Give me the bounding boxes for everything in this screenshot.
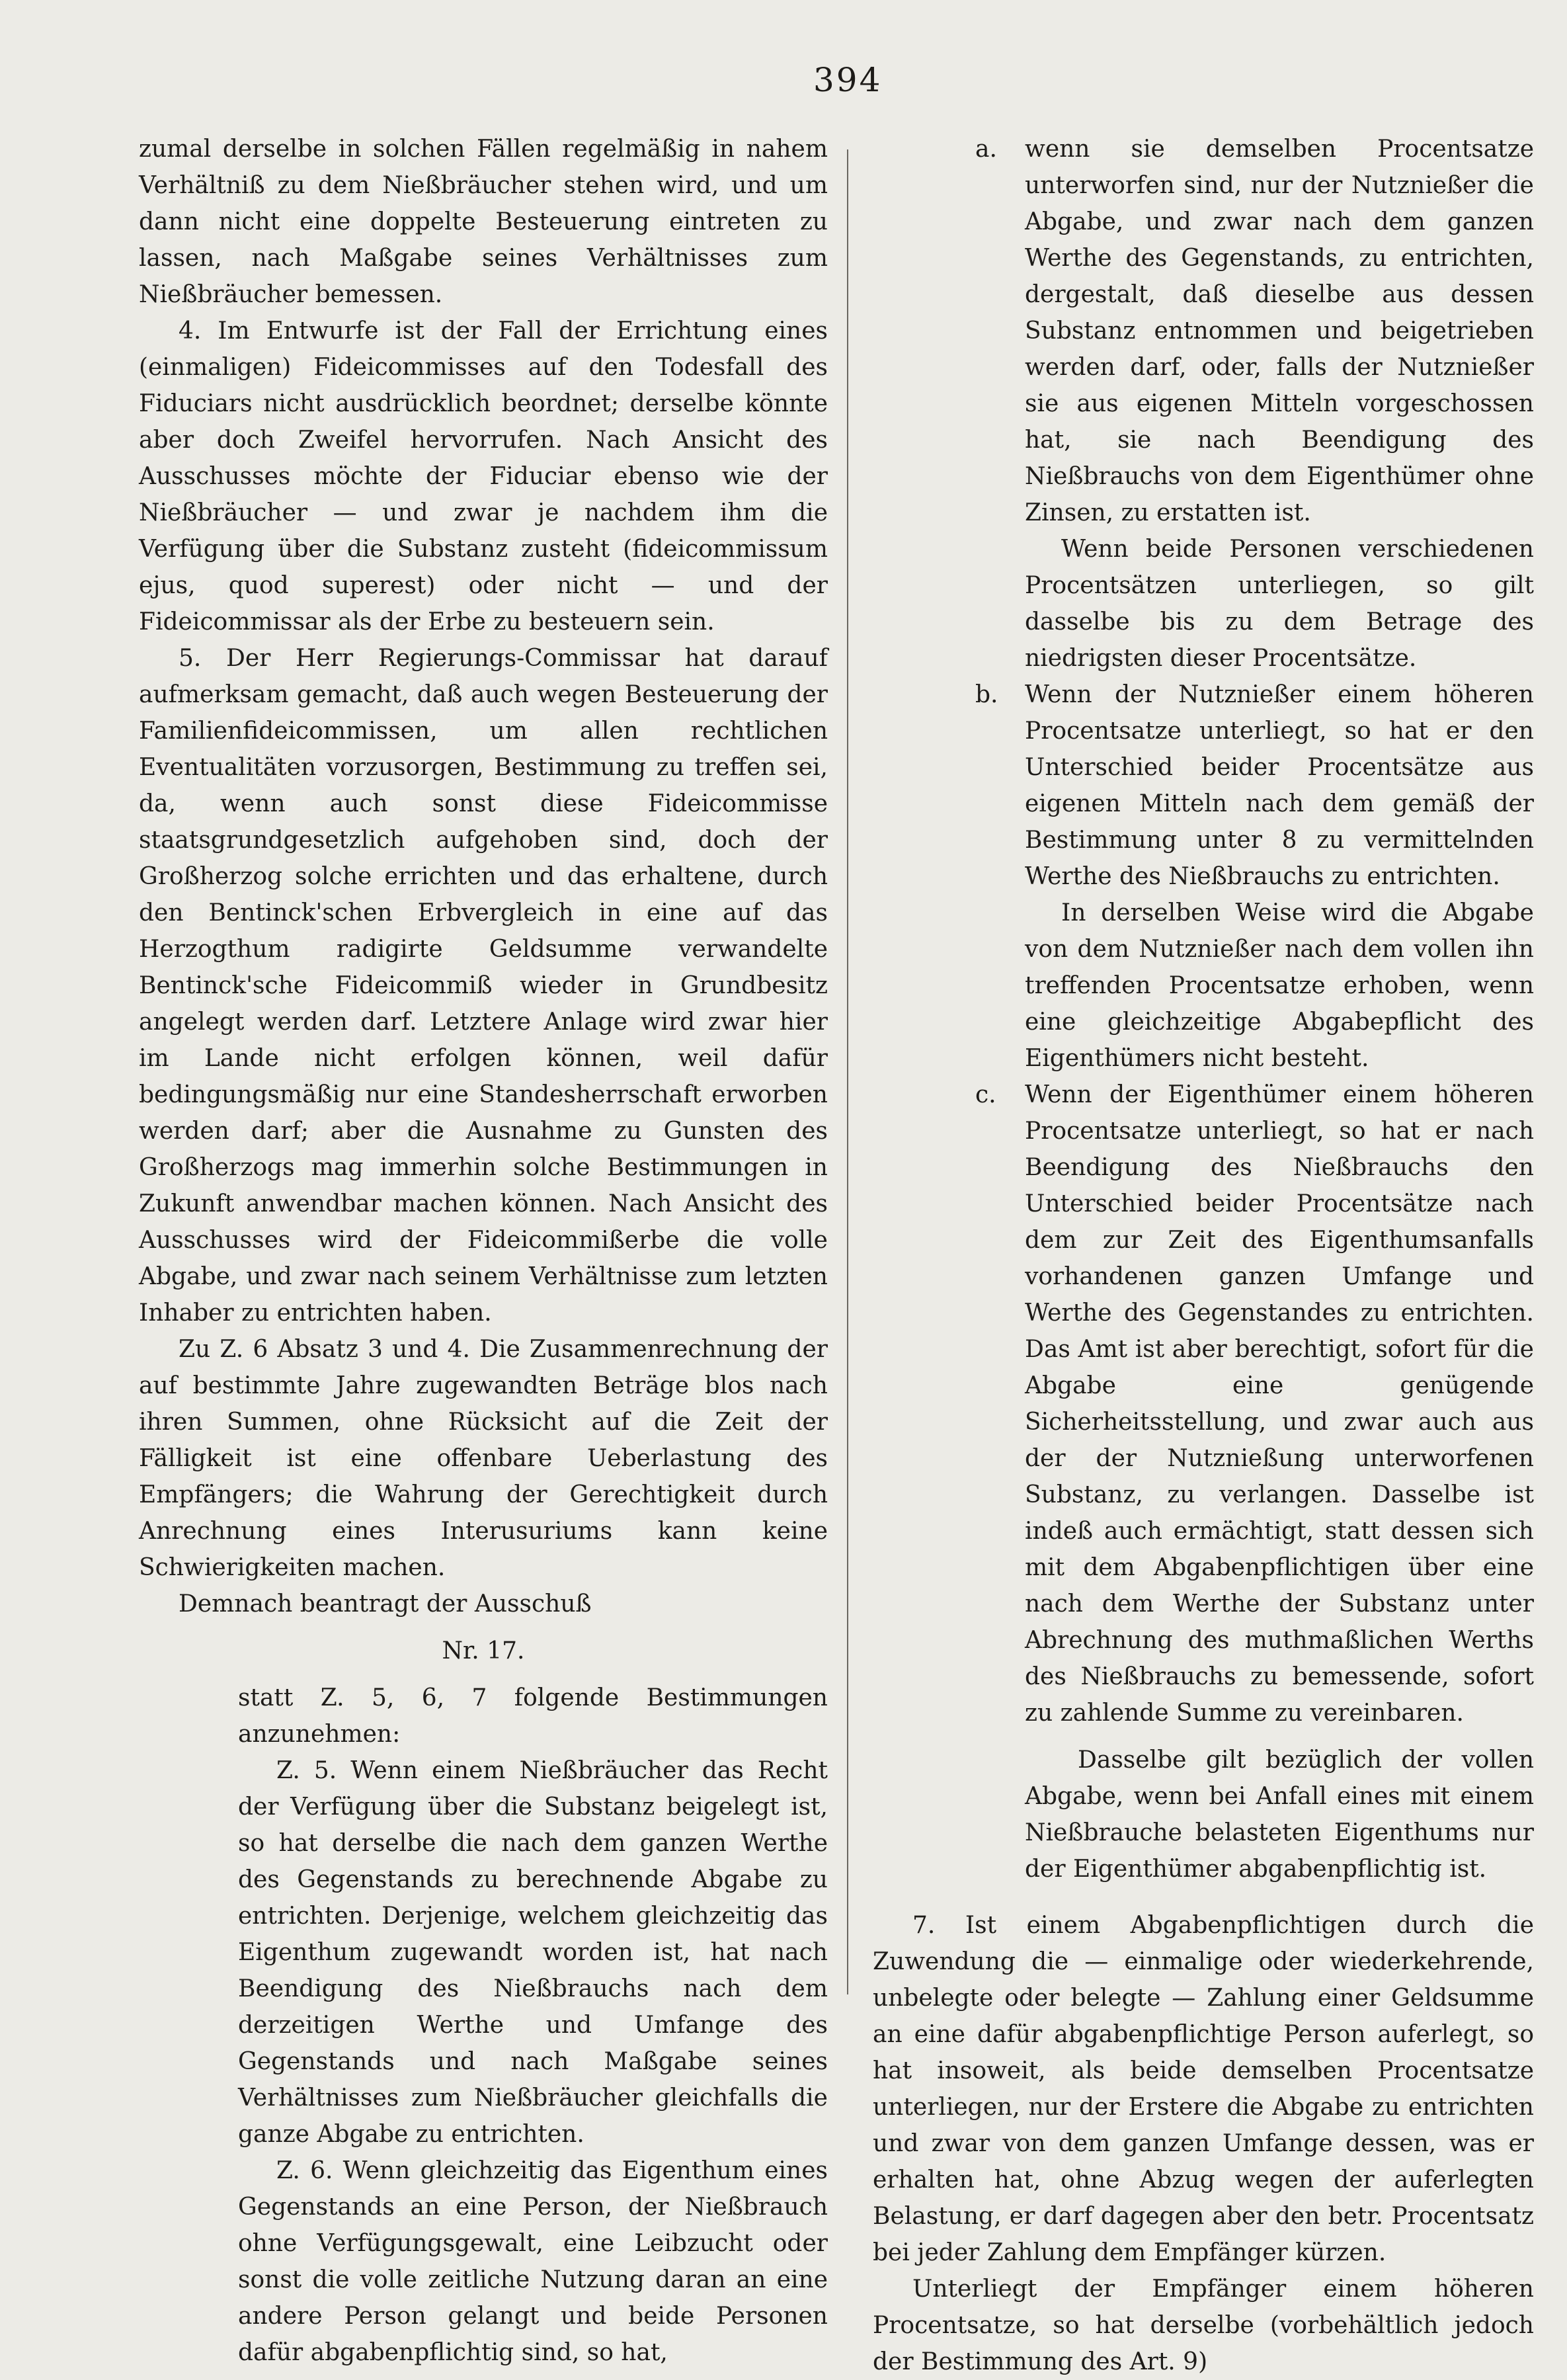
clause-a-continuation: Wenn beide Personen verschiedenen Procentsätzen unterliegen, so gilt dasselbe bis zu dem Betrage des niedrigsten dieser Procentsätze. [1025, 536, 1534, 672]
page-number: 394 [813, 61, 883, 99]
paragraph-item-5: 5. Der Herr Regierungs-Commissar hat darauf aufmerksam gemacht, daß auch wegen Besteuerung der Familienfideicommissen, um allen rechtlichen Eventualitäten vorzusorgen, Bestimmung zu treffen sei, da, wenn auch sonst diese Fideicommisse staatsgrundgesetzlich aufgehoben sind, doch der Großherzog solche errichten und das erhaltene, durch den Bentinck'schen Erbvergleich in eine auf das Herzogthum radigirte Geldsumme verwandelte Bentinck'sche Fideicommiß wieder in Grundbesitz angelegt werden darf. Letztere Anlage wird zwar hier im Lande nicht erfolgen können, weil dafür bedingungsmäßig nur eine Standesherrschaft erworben werden darf; aber die Ausnahme zu Gunsten des Großherzogs mag immerhin solche Bestimmungen in Zukunft anwendbar machen können. Nach Ansicht des Ausschusses wird der Fideicommißerbe die volle Abgabe, und zwar nach seinem Verhältnisse zum letzten Inhaber zu entrichten haben. [139, 645, 828, 1327]
clause-b-text: Wenn der Nutznießer einem höheren Procentsatze unterliegt, so hat er den Unterschied beider Procentsätze aus eigenen Mitteln nach dem gemäß der Bestimmung unter 8 zu vermittelnden Werthe des Nießbrauchs zu entrichten. [1025, 681, 1534, 890]
clause-a-text: wenn sie demselben Procentsatze unterworfen sind, nur der Nutznießer die Abgabe, und zwar nach dem ganzen Werthe des Gegenstands, zu entrichten, dergestalt, daß dieselbe aus dessen Substanz entnommen und beigetrieben werden darf, oder, falls der Nutznießer sie aus eigenen Mitteln vorgeschossen hat, sie nach Beendigung des Nießbrauchs von dem Eigenthümer ohne Zinsen, zu erstatten ist. [1025, 136, 1534, 526]
paragraph-continuation: zumal derselbe in solchen Fällen regelmäßig in nahem Verhältniß zu dem Nießbräucher stehen wird, und um dann nicht eine doppelte Besteuerung eintreten zu lassen, nach Maßgabe seines Verhältnisses zum Nießbräucher bemessen. [139, 136, 828, 308]
section-z5: Z. 5. Wenn einem Nießbräucher das Recht der Verfügung über die Substanz beigelegt ist, so hat derselbe die nach dem ganzen Werthe des Gegenstands zu berechnende Abgabe zu entrichten. Derjenige, welchem gleichzeitig das Eigenthum zugewandt worden ist, hat nach Beendigung des Nießbrauchs nach dem derzeitigen Werthe und Umfange des Gegenstands und nach Maßgabe seines Verhältnisses zum Nießbräucher gleichfalls die ganze Abgabe zu entrichten. [238, 1757, 828, 2148]
clause-c [873, 1077, 1534, 1731]
clause-a-label: a. [975, 136, 997, 163]
clause-b-continuation: In derselben Weise wird die Abgabe von dem Nutznießer nach dem vollen ihn treffenden Procentsatze erhoben, wenn eine gleichzeitige Abgabepflicht des Eigenthümers nicht besteht. [1025, 899, 1534, 1072]
motion-number: Nr. 17. [442, 1637, 525, 1664]
paragraph-item-4: 4. Im Entwurfe ist der Fall der Errichtung eines (einmaligen) Fideicommisses auf den Todesfall des Fiduciars nicht ausdrücklich beordnet; derselbe könnte aber doch Zweifel hervorrufen. Nach Ansicht des Ausschusses möchte der Fiduciar ebenso wie der Nießbräucher — und zwar je nachdem ihm die Verfügung über die Substanz zusteht (fideicommissum ejus, quod superest) oder nicht — und der Fideicommissar als der Erbe zu besteuern sein. [139, 317, 828, 636]
clause-c-label: c. [975, 1081, 996, 1108]
section-7-continuation: Unterliegt der Empfänger einem höheren Procentsatze, so hat derselbe (vorbehältlich jedoch der Bestimmung des Art. 9) [873, 2276, 1534, 2375]
clause-b-label: b. [975, 681, 998, 708]
clause-b [873, 677, 1534, 895]
left-column [139, 131, 828, 2371]
section-7: 7. Ist einem Abgabenpflichtigen durch die Zuwendung die — einmalige oder wiederkehrende, unbelegte oder belegte — Zahlung einer Geldsumme an eine dafür abgabenpflichtige Person auferlegt, so hat insoweit, als beide demselben Procentsatze unterliegen, nur der Erstere die Abgabe zu entrichten und zwar von dem ganzen Umfange dessen, was er erhalten hat, ohne Abzug wegen der auferlegten Belastung, er darf dagegen aber den betr. Procentsatz bei jeder Zahlung dem Empfänger kürzen. [873, 1912, 1534, 2266]
clause-a [873, 131, 1534, 531]
clause-c-text: Wenn der Eigenthümer einem höheren Procentsatze unterliegt, so hat er nach Beendigung des Nießbrauchs den Unterschied beider Procentsätze nach dem zur Zeit des Eigenthumsanfalls vorhandenen ganzen Umfange und Werthe des Gegenstandes zu entrichten. Das Amt ist aber berechtigt, sofort für die Abgabe eine genügende Sicherheitsstellung, und zwar auch aus der der Nutznießung unterworfenen Substanz, zu verlangen. Dasselbe ist indeß auch ermächtigt, statt dessen sich mit dem Abgabenpflichtigen über eine nach dem Werthe der Substanz unter Abrechnung des muthmaßlichen Werths des Nießbrauchs zu bemessende, sofort zu zahlende Summe zu vereinbaren. [1025, 1081, 1534, 1727]
section-z6: Z. 6. Wenn gleichzeitig das Eigenthum eines Gegenstands an eine Person, der Nießbrauch ohne Verfügungsgewalt, eine Leibzucht oder sonst die volle zeitliche Nutzung daran an eine andere Person gelangt und beide Personen dafür abgabenpflichtig sind, so hat, [238, 2157, 828, 2366]
paragraph-motion-intro: Demnach beantragt der Ausschuß [179, 1590, 592, 1618]
column-divider [847, 149, 848, 1994]
motion-instruction: statt Z. 5, 6, 7 folgende Bestimmungen anzunehmen: [238, 1684, 828, 1748]
paragraph-zu-z6: Zu Z. 6 Absatz 3 und 4. Die Zusammenrechnung der auf bestimmte Jahre zugewandten Beträge blos nach ihren Summen, ohne Rücksicht auf die Zeit der Fälligkeit ist eine offenbare Ueberlastung des Empfängers; die Wahrung der Gerechtigkeit durch Anrechnung eines Interusuriums kann keine Schwierigkeiten machen. [139, 1336, 828, 1581]
right-column [873, 131, 1534, 2380]
clause-c-continuation: Dasselbe gilt bezüglich der vollen Abgabe, wenn bei Anfall eines mit einem Nießbrauche belasteten Eigenthums nur der Eigenthümer abgabenpflichtig ist. [1025, 1746, 1534, 1883]
